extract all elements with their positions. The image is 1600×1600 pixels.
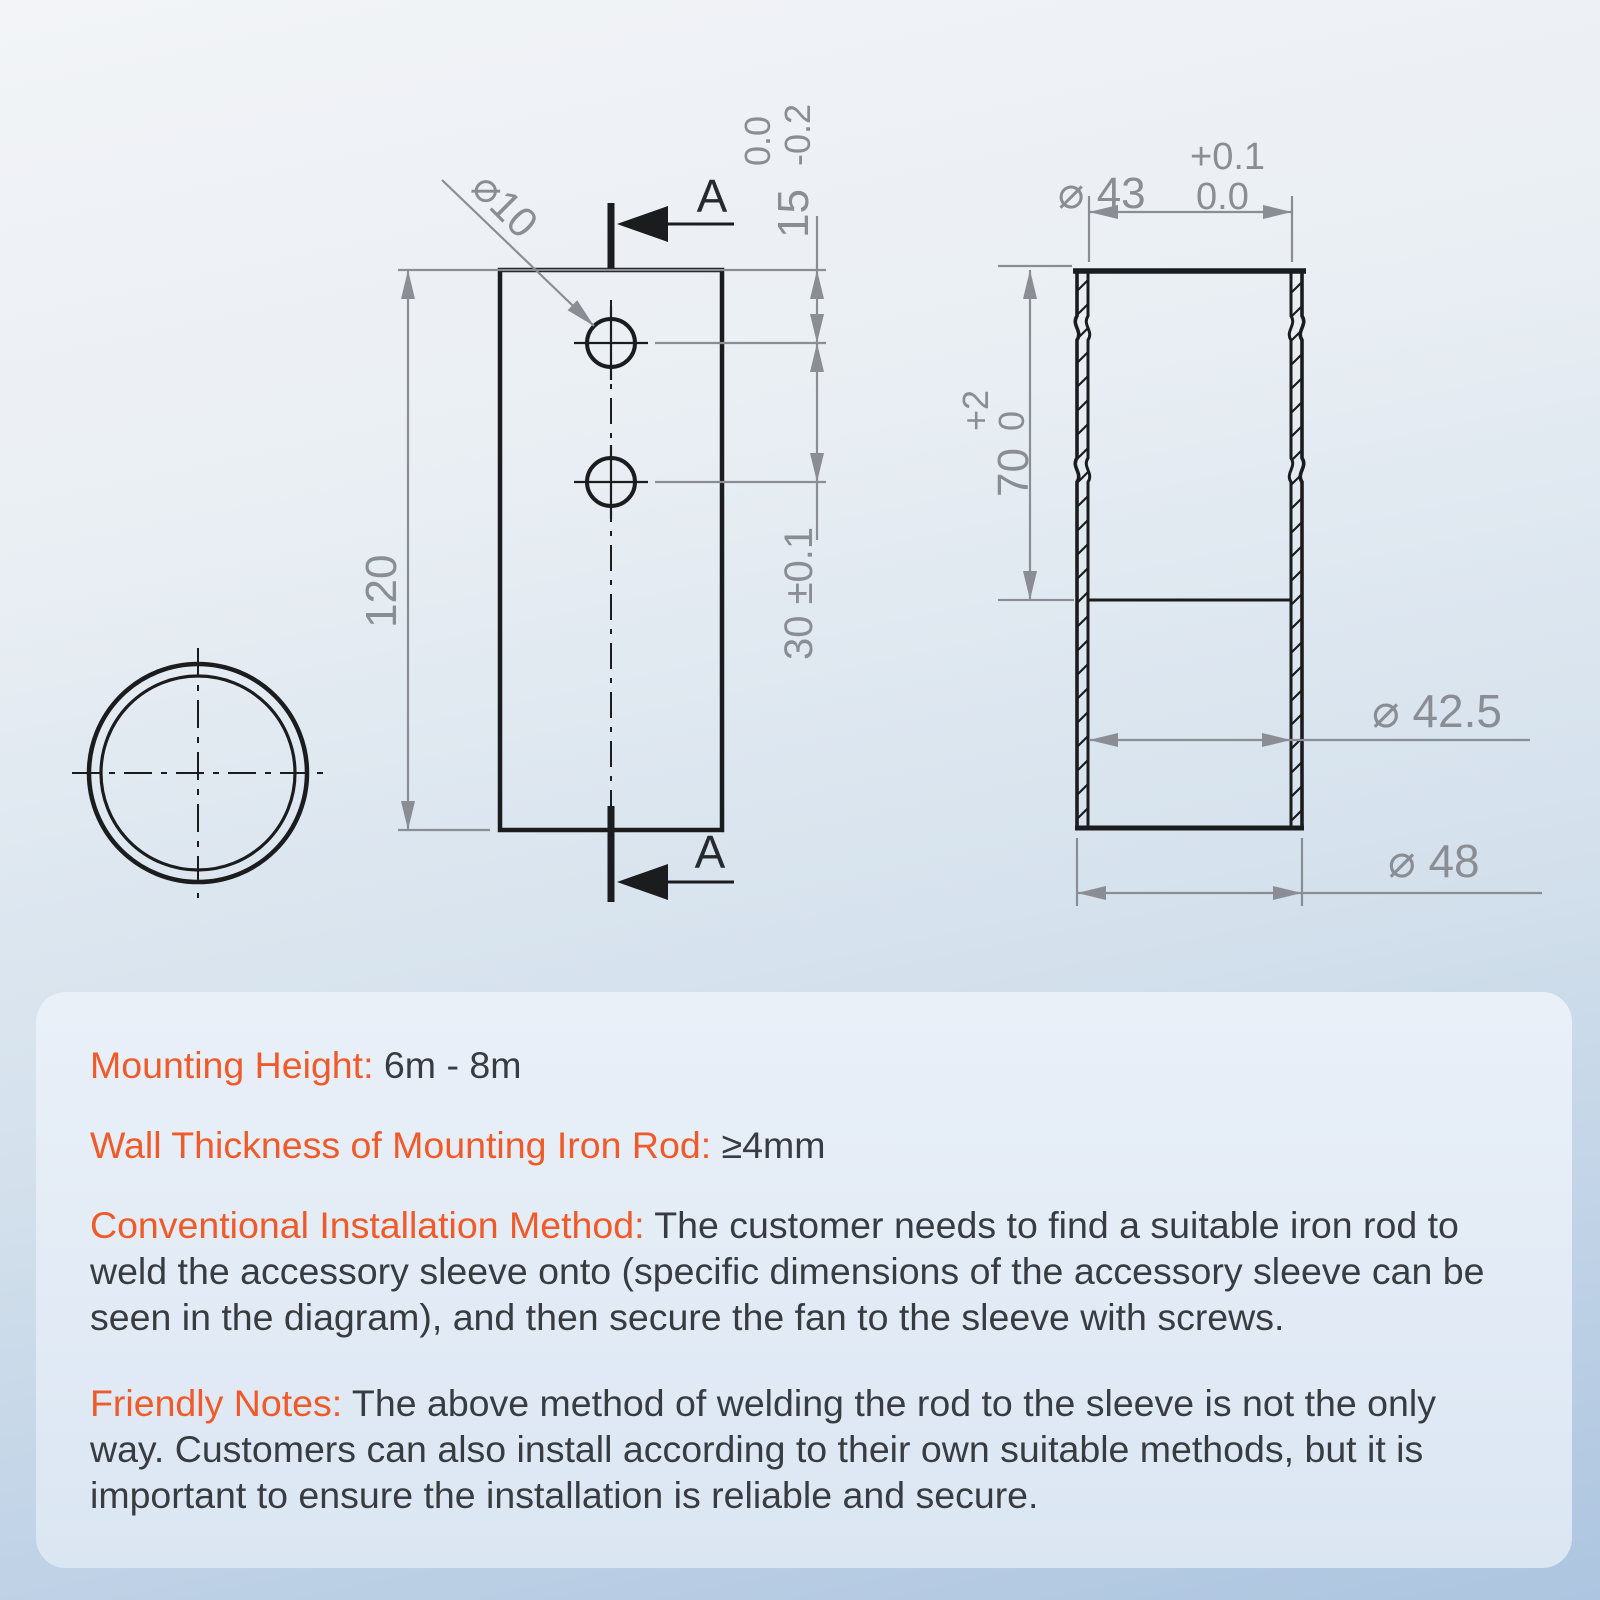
- section-label-bottom: A: [694, 826, 726, 878]
- inner-dia-top-tol-upper: +0.1: [1190, 136, 1266, 178]
- depth-dim-label: 70: [989, 448, 1038, 497]
- section-label-top: A: [696, 170, 728, 222]
- hole1-offset-tol-lower: -0.2: [777, 103, 818, 166]
- arrow-icon: [810, 453, 824, 482]
- inner-dia-top-label: ⌀ 43: [1058, 169, 1146, 218]
- outer-dia-label: ⌀ 48: [1388, 835, 1480, 887]
- note-installation-method-label: Conventional Installation Method:: [90, 1204, 645, 1246]
- screw-hole-2-cross: [574, 445, 648, 519]
- note-mounting-height-value: 6m - 8m: [373, 1044, 522, 1086]
- depth-tol-upper: +2: [955, 389, 996, 431]
- height-dim-label: 120: [357, 554, 406, 628]
- right-wall-inner: [1289, 270, 1292, 826]
- section-arrow-top-icon: [617, 206, 668, 242]
- note-mounting-height: [90, 1042, 1514, 1088]
- note-mounting-height-label: Mounting Height:: [90, 1044, 374, 1086]
- arrow-icon: [1089, 733, 1118, 747]
- left-wall-inner: [1086, 270, 1089, 826]
- arrow-icon: [1263, 205, 1292, 219]
- sleeve-section-view: [955, 136, 1542, 906]
- arrow-icon: [1023, 270, 1037, 299]
- front-view: [357, 104, 826, 902]
- right-wall-outer: [1300, 270, 1303, 826]
- hole-diameter-label: ⌀10: [463, 162, 548, 247]
- arrow-icon: [1023, 571, 1037, 600]
- arrow-icon: [1273, 886, 1302, 900]
- arrow-icon: [810, 270, 824, 299]
- tube-end-view: [72, 648, 324, 898]
- note-friendly: [90, 1380, 1514, 1518]
- depth-tol-lower: 0: [991, 410, 1032, 431]
- hole1-offset-tol-upper: 0.0: [737, 115, 778, 166]
- note-wall-thickness-value: ≥4mm: [711, 1124, 826, 1166]
- note-installation-method: [90, 1202, 1514, 1340]
- arrow-icon: [810, 343, 824, 372]
- arrow-icon: [1262, 733, 1291, 747]
- arrow-icon: [810, 314, 824, 343]
- hole1-offset-label: 15: [769, 189, 818, 238]
- note-friendly-value: The above method of welding the rod to the sleeve is not the only way. Customers can also install according to their own suitable methods, but it is important to ensure the installation is reliable and secure.: [90, 1382, 1436, 1516]
- ext-lines-dia48: [1077, 838, 1302, 906]
- note-friendly-label: Friendly Notes:: [90, 1382, 343, 1424]
- inner-dia-top-tol-lower: 0.0: [1196, 176, 1249, 218]
- arrow-icon: [1077, 886, 1106, 900]
- notes-panel: [36, 992, 1572, 1568]
- arrow-icon: [401, 801, 415, 830]
- note-installation-method-value: The customer needs to find a suitable iron rod to weld the accessory sleeve onto (specific dimensions of the accessory sleeve can be seen in the diagram), and then secure the fan to the sleeve with screws.: [90, 1204, 1485, 1338]
- hole-spacing-label: 30 ±0.1: [777, 526, 821, 660]
- left-wall-outer: [1075, 270, 1078, 826]
- inner-dia-bottom-label: ⌀ 42.5: [1372, 685, 1503, 737]
- section-arrow-bottom-icon: [617, 864, 668, 900]
- arrow-icon: [401, 270, 415, 299]
- note-wall-thickness: [90, 1122, 1514, 1168]
- note-wall-thickness-label: Wall Thickness of Mounting Iron Rod:: [90, 1124, 712, 1166]
